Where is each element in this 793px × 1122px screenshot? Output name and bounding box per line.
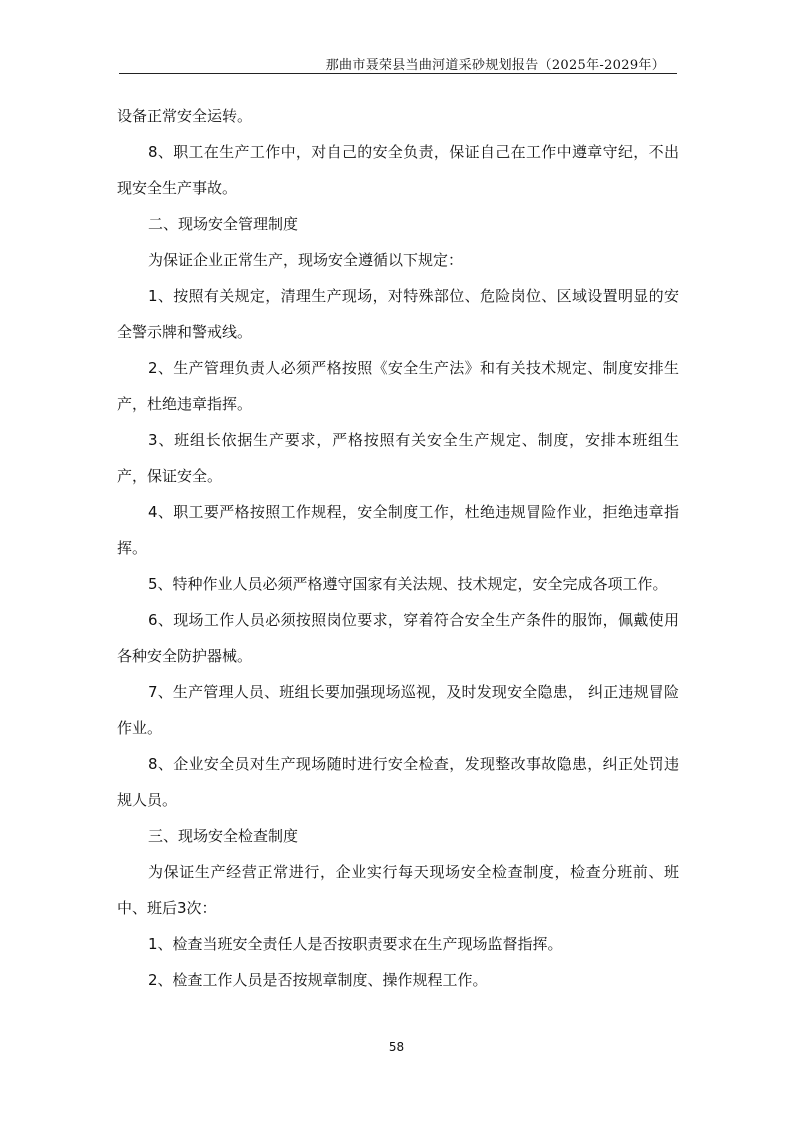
section-heading-safety-inspection: 三、现场安全检查制度 <box>148 827 299 845</box>
paragraph-check-1: 1、检查当班安全责任人是否按职责要求在生产现场监督指挥。 <box>148 935 563 953</box>
paragraph-item-4: 4、职工要严格按照工作规程，安全制度工作，杜绝违规冒险作业，拒绝违章指挥。 <box>117 503 679 557</box>
paragraph-continuation: 设备正常安全运转。 <box>117 107 253 125</box>
paragraph-item-3: 3、班组长依据生产要求，严格按照有关安全生产规定、制度，安排本班组生产，保证安全。 <box>117 431 679 485</box>
section-heading-site-management: 二、现场安全管理制度 <box>148 215 299 233</box>
paragraph-item-7: 7、生产管理人员、班组长要加强现场巡视，及时发现安全隐患， 纠正违规冒险作业。 <box>117 683 679 737</box>
paragraph-item-6: 6、现场工作人员必须按照岗位要求，穿着符合安全生产条件的服饰，佩戴使用各种安全防护器械。 <box>117 611 679 665</box>
page-number: 58 <box>388 1040 405 1054</box>
header-title: 那曲市聂荣县当曲河道采砂规划报告（2025年-2029年） <box>325 58 665 73</box>
paragraph-check-2: 2、检查工作人员是否按规章制度、操作规程工作。 <box>148 971 488 989</box>
paragraph-item-1: 1、按照有关规定，清理生产现场，对特殊部位、危险岗位、区域设置明显的安全警示牌和警戒线。 <box>117 287 679 341</box>
page-header <box>0 0 793 80</box>
header-rule <box>119 73 677 74</box>
paragraph-intro-inspection: 为保证生产经营正常进行，企业实行每天现场安全检查制度，检查分班前、班中、班后3次： <box>117 863 679 917</box>
paragraph-item-2: 2、生产管理负责人必须严格按照《安全生产法》和有关技术规定、制度安排生产，杜绝违章指挥。 <box>117 359 679 413</box>
body-text <box>117 98 679 998</box>
paragraph-item-8: 8、企业安全员对生产现场随时进行安全检查，发现整改事故隐患，纠正处罚违规人员。 <box>117 755 679 809</box>
paragraph-item-5: 5、特种作业人员必须严格遵守国家有关法规、技术规定，安全完成各项工作。 <box>148 575 668 593</box>
paragraph-intro-rules: 为保证企业正常生产，现场安全遵循以下规定： <box>148 251 464 269</box>
paragraph-item-8-duty: 8、职工在生产工作中，对自己的安全负责，保证自己在工作中遵章守纪，不出现安全生产事故。 <box>117 143 679 197</box>
